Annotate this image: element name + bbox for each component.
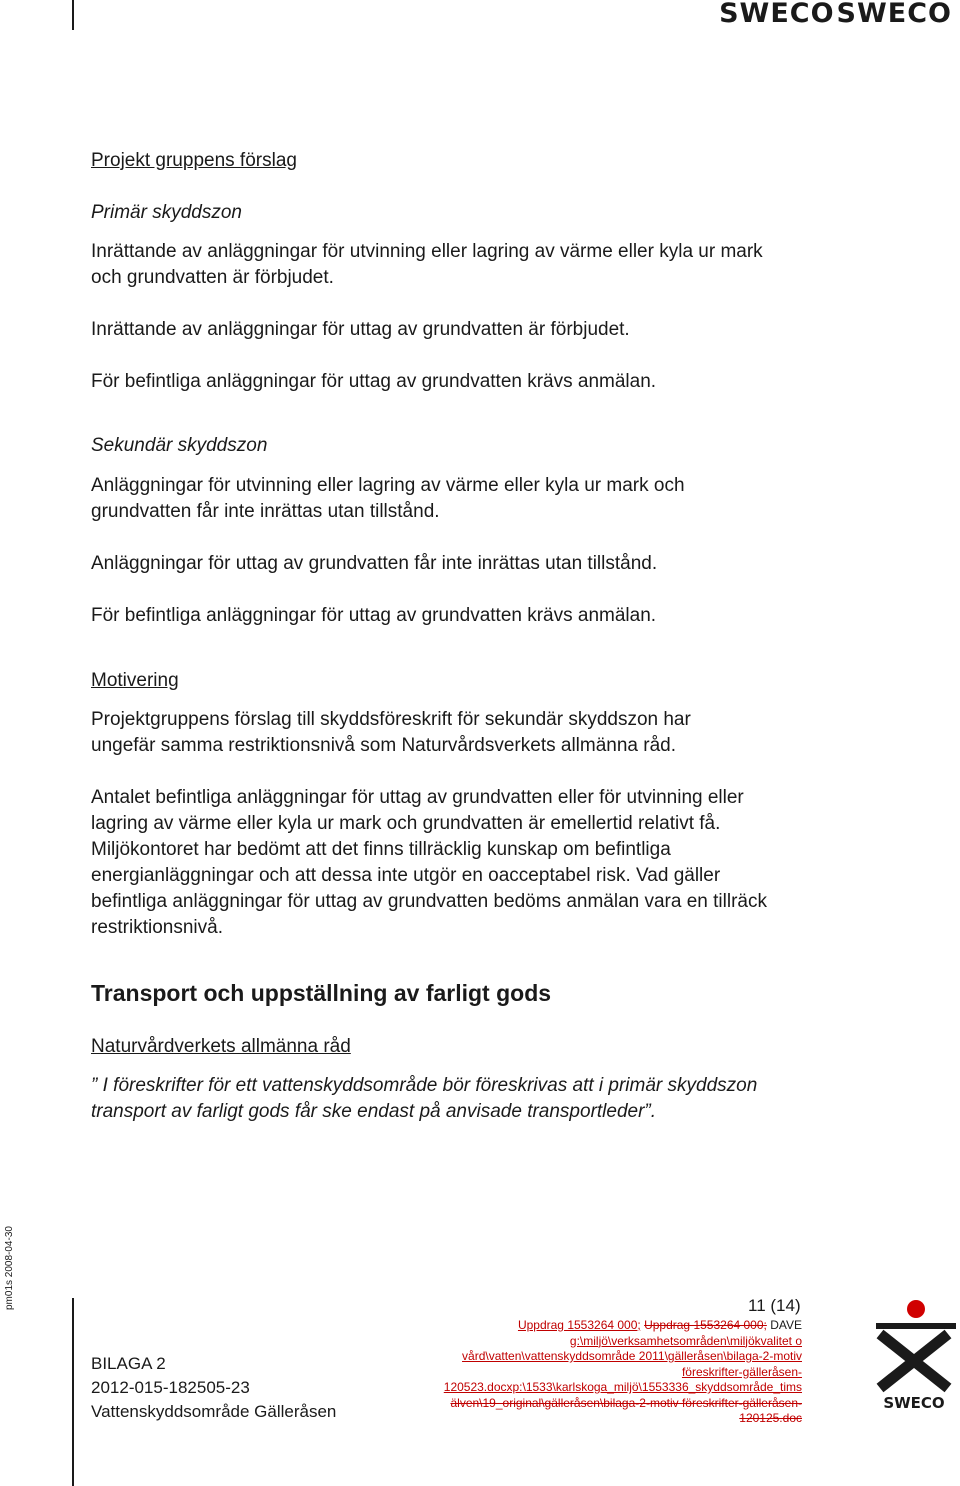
paragraph-sekundar-a: Anläggningar för utvinning eller lagring av värme eller kyla ur mark och grundvatten får inte inrättas utan tillstånd.	[91, 475, 685, 522]
section-title-transport: Transport och uppställning av farligt gods	[91, 980, 552, 1006]
ref-path-line-2: g:\miljö\verksamhetsområden\miljökvalitet o	[569, 1333, 802, 1348]
ref-uppdrag-inserted: Uppdrag 1553264 000;	[517, 1318, 641, 1332]
ref-path-line-5: 120523.docxp:\1533\karlskoga_miljö\1553336_skyddsområde_tims	[443, 1380, 802, 1394]
footer-divider-line	[72, 1298, 74, 1486]
paragraph-sekundar-c: För befintliga anläggningar för uttag av grundvatten krävs anmälan.	[91, 605, 657, 626]
ref-path-line-3: vård\vatten\vattenskyddsområde 2011\gälleråsen\bilaga-2-motiv	[462, 1349, 802, 1363]
heading-naturvardverkets-allmanna-rad: Naturvårdverkets allmänna råd	[91, 1036, 351, 1057]
footer-doc-number: 2012-015-182505-23	[91, 1378, 250, 1397]
ref-path-line-4: föreskrifter-gälleråsen-	[681, 1364, 802, 1379]
side-template-date: 2008-04-30	[4, 1226, 15, 1278]
section-heading-motivering: Motivering	[91, 670, 179, 691]
page-number: 11 (14)	[748, 1296, 801, 1315]
quote-naturvardverket: ” I föreskrifter för ett vattenskyddsområde bör föreskrivas att i primär skyddszon transport av farligt gods får ske endast på anvisade transportleder”.	[91, 1075, 758, 1122]
footer-doc-info	[91, 1352, 336, 1424]
section-heading-projektgruppens-forslag: Projekt gruppens förslag	[91, 150, 297, 171]
ref-author: DAVE	[770, 1318, 802, 1332]
subheading-primar-skyddszon: Primär skyddszon	[91, 202, 242, 223]
paragraph-motivering-a: Projektgruppens förslag till skyddsföreskrift för sekundär skyddszon har ungefär samma restriktionsnivå som Naturvårdsverkets allmänna råd.	[91, 709, 691, 756]
header-divider-line	[72, 0, 74, 30]
footer-doc-title: Vattenskyddsområde Gälleråsen	[91, 1402, 337, 1421]
sweco-header-logo	[719, 0, 952, 28]
paragraph-motivering-b: Antalet befintliga anläggningar för uttag av grundvatten eller för utvinning eller lagring av värme eller kyla ur mark och grundvatten är emellertid relativt få. Miljökontoret har bedömt att det finns tillräcklig kunskap om befintliga energianläggningar och att dessa inte utgör en oacceptabel risk. Vad gäller befintliga anläggningar för uttag av grundvatten bedöms anmälan vara en tillräck restriktionsnivå.	[91, 787, 767, 938]
side-template-code: pm01s	[4, 1279, 15, 1310]
ref-uppdrag-deleted: Uppdrag 1553264 000;	[644, 1318, 767, 1332]
ref-path-line-7: 120125.doc	[739, 1411, 802, 1425]
footer-tracked-references	[440, 1318, 802, 1427]
side-template-label	[4, 1226, 15, 1310]
footer-bilaga: BILAGA 2	[91, 1354, 166, 1373]
paragraph-primar-c: För befintliga anläggningar för uttag av grundvatten krävs anmälan.	[91, 371, 657, 392]
ref-path-line-6: älven\19_original\gälleråsen\bilaga-2-motiv föreskrifter-gälleråsen-	[450, 1395, 802, 1410]
sweco-footer-logo-text: SWECO	[883, 1394, 945, 1412]
sweco-logo-text-1: SWECO	[719, 0, 835, 29]
subheading-sekundar-skyddszon: Sekundär skyddszon	[91, 435, 268, 456]
paragraph-primar-b: Inrättande av anläggningar för uttag av grundvatten är förbjudet.	[91, 319, 630, 340]
paragraph-sekundar-b: Anläggningar för uttag av grundvatten får inte inrättas utan tillstånd.	[91, 553, 658, 574]
sweco-footer-logo-icon	[868, 1296, 958, 1416]
sweco-logo-text-2: SWECO	[836, 0, 952, 29]
paragraph-primar-a: Inrättande av anläggningar för utvinning eller lagring av värme eller kyla ur mark och grundvatten är förbjudet.	[91, 241, 763, 288]
